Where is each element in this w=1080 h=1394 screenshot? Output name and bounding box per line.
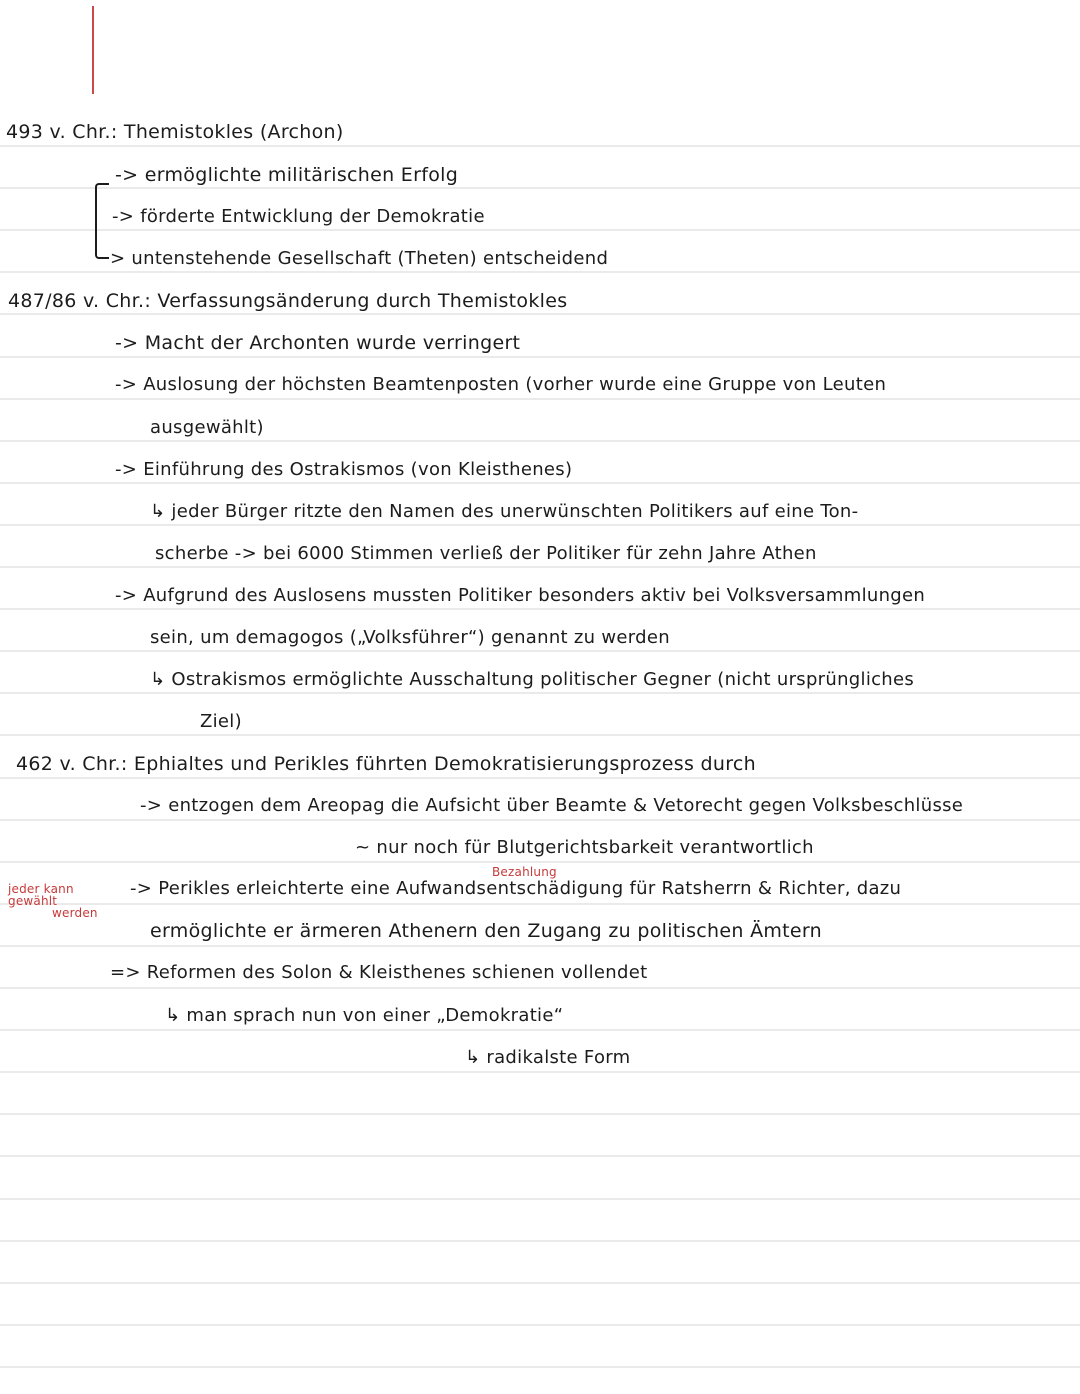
point-demagogos: sein, um demagogos („Volksführer“) genannt zu werden (150, 627, 670, 648)
point-demokratie: ↳ man sprach nun von einer „Demokratie“ (165, 1005, 564, 1026)
point-ostrakismos-effect: ↳ Ostrakismos ermöglichte Ausschaltung politischer Gegner (nicht ursprüngliches (150, 669, 915, 690)
annotation-bezahlung: Bezahlung (492, 865, 557, 879)
margin-note-line1: jeder kann (8, 882, 74, 896)
heading-462: 462 v. Chr.: Ephialtes und Perikles führten Demokratisierungsprozess durch (16, 753, 756, 775)
point-archon-power: -> Macht der Archonten wurde verringert (115, 332, 521, 354)
point-auslosung-cont: ausgewählt) (150, 417, 264, 438)
point-reformen-vollendet: => Reformen des Solon & Kleisthenes schienen vollendet (110, 962, 648, 983)
point-ostrakismos: -> Einführung des Ostrakismos (von Kleisthenes) (115, 459, 573, 480)
margin-note-line2: gewählt (8, 894, 58, 908)
point-auslosung: -> Auslosung der höchsten Beamtenposten (vorher wurde eine Gruppe von Leuten (115, 374, 887, 395)
point-democracy-development: -> förderte Entwicklung der Demokratie (112, 206, 485, 227)
point-military-success: -> ermöglichte militärischen Erfolg (115, 164, 459, 186)
point-ostrakismos-detail: ↳ jeder Bürger ritzte den Namen des unerwünschten Politikers auf eine Ton- (150, 501, 859, 522)
point-ostrakismos-effect-cont: Ziel) (200, 711, 242, 732)
bracket-mark (95, 183, 109, 259)
margin-note-line3: werden (52, 906, 98, 920)
point-aufwandsentschaedigung-cont: ermöglichte er ärmeren Athenern den Zugang zu politischen Ämtern (150, 920, 823, 942)
heading-487: 487/86 v. Chr.: Verfassungsänderung durch Themistokles (8, 290, 568, 312)
heading-493: 493 v. Chr.: Themistokles (Archon) (6, 121, 344, 143)
point-aufwandsentschaedigung: -> Perikles erleichterte eine Aufwandsentschädigung für Ratsherrn & Richter, dazu (130, 878, 902, 899)
point-blutgericht: ~ nur noch für Blutgerichtsbarkeit verantwortlich (355, 837, 814, 858)
red-margin-line (92, 6, 94, 94)
point-theten: > untenstehende Gesellschaft (Theten) entscheidend (110, 248, 609, 269)
point-radikalste-form: ↳ radikalste Form (465, 1047, 631, 1068)
point-politicians-active: -> Aufgrund des Auslosens mussten Politiker besonders aktiv bei Volksversammlungen (115, 585, 926, 606)
point-areopag: -> entzogen dem Areopag die Aufsicht über Beamte & Vetorecht gegen Volksbeschlüsse (140, 795, 964, 816)
point-ostrakismos-detail-cont: scherbe -> bei 6000 Stimmen verließ der Politiker für zehn Jahre Athen (155, 543, 817, 564)
